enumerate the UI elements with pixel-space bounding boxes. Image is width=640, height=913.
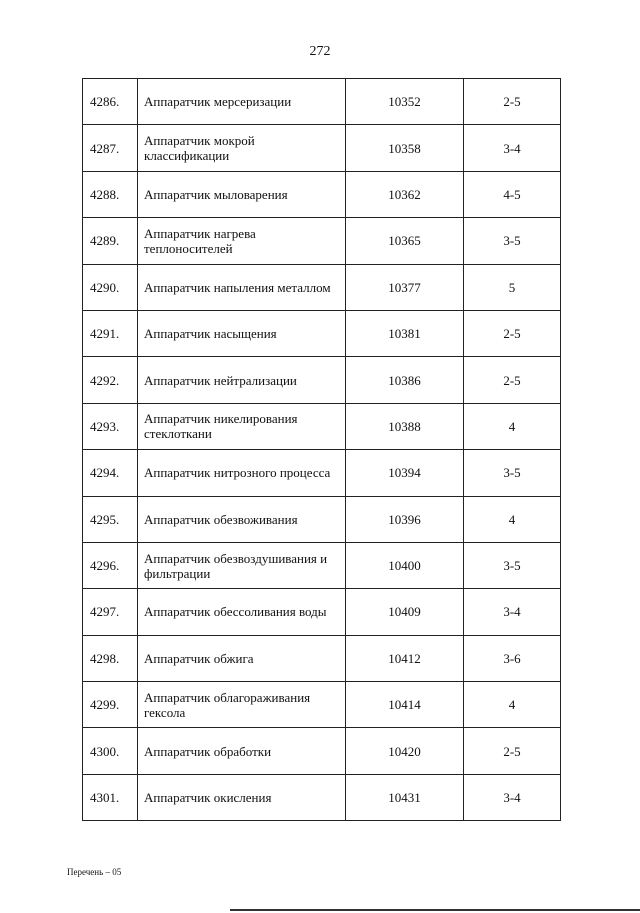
occupation-code: 10394 [346, 450, 464, 496]
occupation-name: Аппаратчик насыщения [138, 310, 346, 356]
occupation-name: Аппаратчик обработки [138, 728, 346, 774]
grade-range: 2-5 [464, 310, 561, 356]
occupation-name: Аппаратчик мыловарения [138, 171, 346, 217]
table-row [83, 171, 561, 217]
scan-edge-line [230, 909, 640, 911]
row-number: 4289. [83, 218, 138, 264]
row-number: 4287. [83, 125, 138, 171]
occupation-table [82, 78, 561, 821]
occupation-name: Аппаратчик нейтрализации [138, 357, 346, 403]
occupation-code: 10362 [346, 171, 464, 217]
grade-range: 2-5 [464, 79, 561, 125]
row-number: 4288. [83, 171, 138, 217]
occupation-name: Аппаратчик мерсеризации [138, 79, 346, 125]
occupation-code: 10431 [346, 774, 464, 820]
grade-range: 3-5 [464, 542, 561, 588]
table-row [83, 403, 561, 449]
occupation-name: Аппаратчик мокрой классификации [138, 125, 346, 171]
occupation-code: 10388 [346, 403, 464, 449]
table-row [83, 682, 561, 728]
grade-range: 4-5 [464, 171, 561, 217]
grade-range: 4 [464, 496, 561, 542]
occupation-code: 10381 [346, 310, 464, 356]
table-row [83, 496, 561, 542]
row-number: 4292. [83, 357, 138, 403]
table-row [83, 310, 561, 356]
page-number: 272 [309, 44, 331, 59]
table-row [83, 357, 561, 403]
occupation-code: 10377 [346, 264, 464, 310]
row-number: 4290. [83, 264, 138, 310]
occupation-code: 10352 [346, 79, 464, 125]
grade-range: 2-5 [464, 357, 561, 403]
occupation-name: Аппаратчик обжига [138, 635, 346, 681]
occupation-name: Аппаратчик нагрева теплоносителей [138, 218, 346, 264]
grade-range: 3-5 [464, 218, 561, 264]
occupation-name: Аппаратчик обессоливания воды [138, 589, 346, 635]
row-number: 4298. [83, 635, 138, 681]
occupation-code: 10409 [346, 589, 464, 635]
occupation-table-body [83, 79, 561, 821]
table-row [83, 264, 561, 310]
table-row [83, 774, 561, 820]
occupation-name: Аппаратчик обезвоздушивания и фильтрации [138, 542, 346, 588]
table-row [83, 542, 561, 588]
row-number: 4299. [83, 682, 138, 728]
occupation-code: 10420 [346, 728, 464, 774]
table-row [83, 79, 561, 125]
grade-range: 3-5 [464, 450, 561, 496]
occupation-name: Аппаратчик облагораживания гексола [138, 682, 346, 728]
table-row [83, 589, 561, 635]
row-number: 4301. [83, 774, 138, 820]
row-number: 4294. [83, 450, 138, 496]
grade-range: 2-5 [464, 728, 561, 774]
row-number: 4295. [83, 496, 138, 542]
occupation-name: Аппаратчик обезвоживания [138, 496, 346, 542]
row-number: 4296. [83, 542, 138, 588]
occupation-code: 10386 [346, 357, 464, 403]
table-row [83, 125, 561, 171]
grade-range: 3-4 [464, 589, 561, 635]
table-row [83, 728, 561, 774]
occupation-code: 10358 [346, 125, 464, 171]
row-number: 4300. [83, 728, 138, 774]
occupation-code: 10400 [346, 542, 464, 588]
grade-range: 5 [464, 264, 561, 310]
document-footer: Перечень – 05 [67, 867, 122, 877]
table-row [83, 450, 561, 496]
grade-range: 4 [464, 403, 561, 449]
occupation-name: Аппаратчик нитрозного процесса [138, 450, 346, 496]
occupation-code: 10396 [346, 496, 464, 542]
table-row [83, 218, 561, 264]
grade-range: 3-4 [464, 774, 561, 820]
occupation-code: 10414 [346, 682, 464, 728]
occupation-name: Аппаратчик окисления [138, 774, 346, 820]
occupation-code: 10412 [346, 635, 464, 681]
row-number: 4293. [83, 403, 138, 449]
occupation-name: Аппаратчик напыления металлом [138, 264, 346, 310]
grade-range: 3-6 [464, 635, 561, 681]
row-number: 4286. [83, 79, 138, 125]
row-number: 4291. [83, 310, 138, 356]
row-number: 4297. [83, 589, 138, 635]
grade-range: 4 [464, 682, 561, 728]
grade-range: 3-4 [464, 125, 561, 171]
occupation-name: Аппаратчик никелирования стеклоткани [138, 403, 346, 449]
table-row [83, 635, 561, 681]
occupation-code: 10365 [346, 218, 464, 264]
